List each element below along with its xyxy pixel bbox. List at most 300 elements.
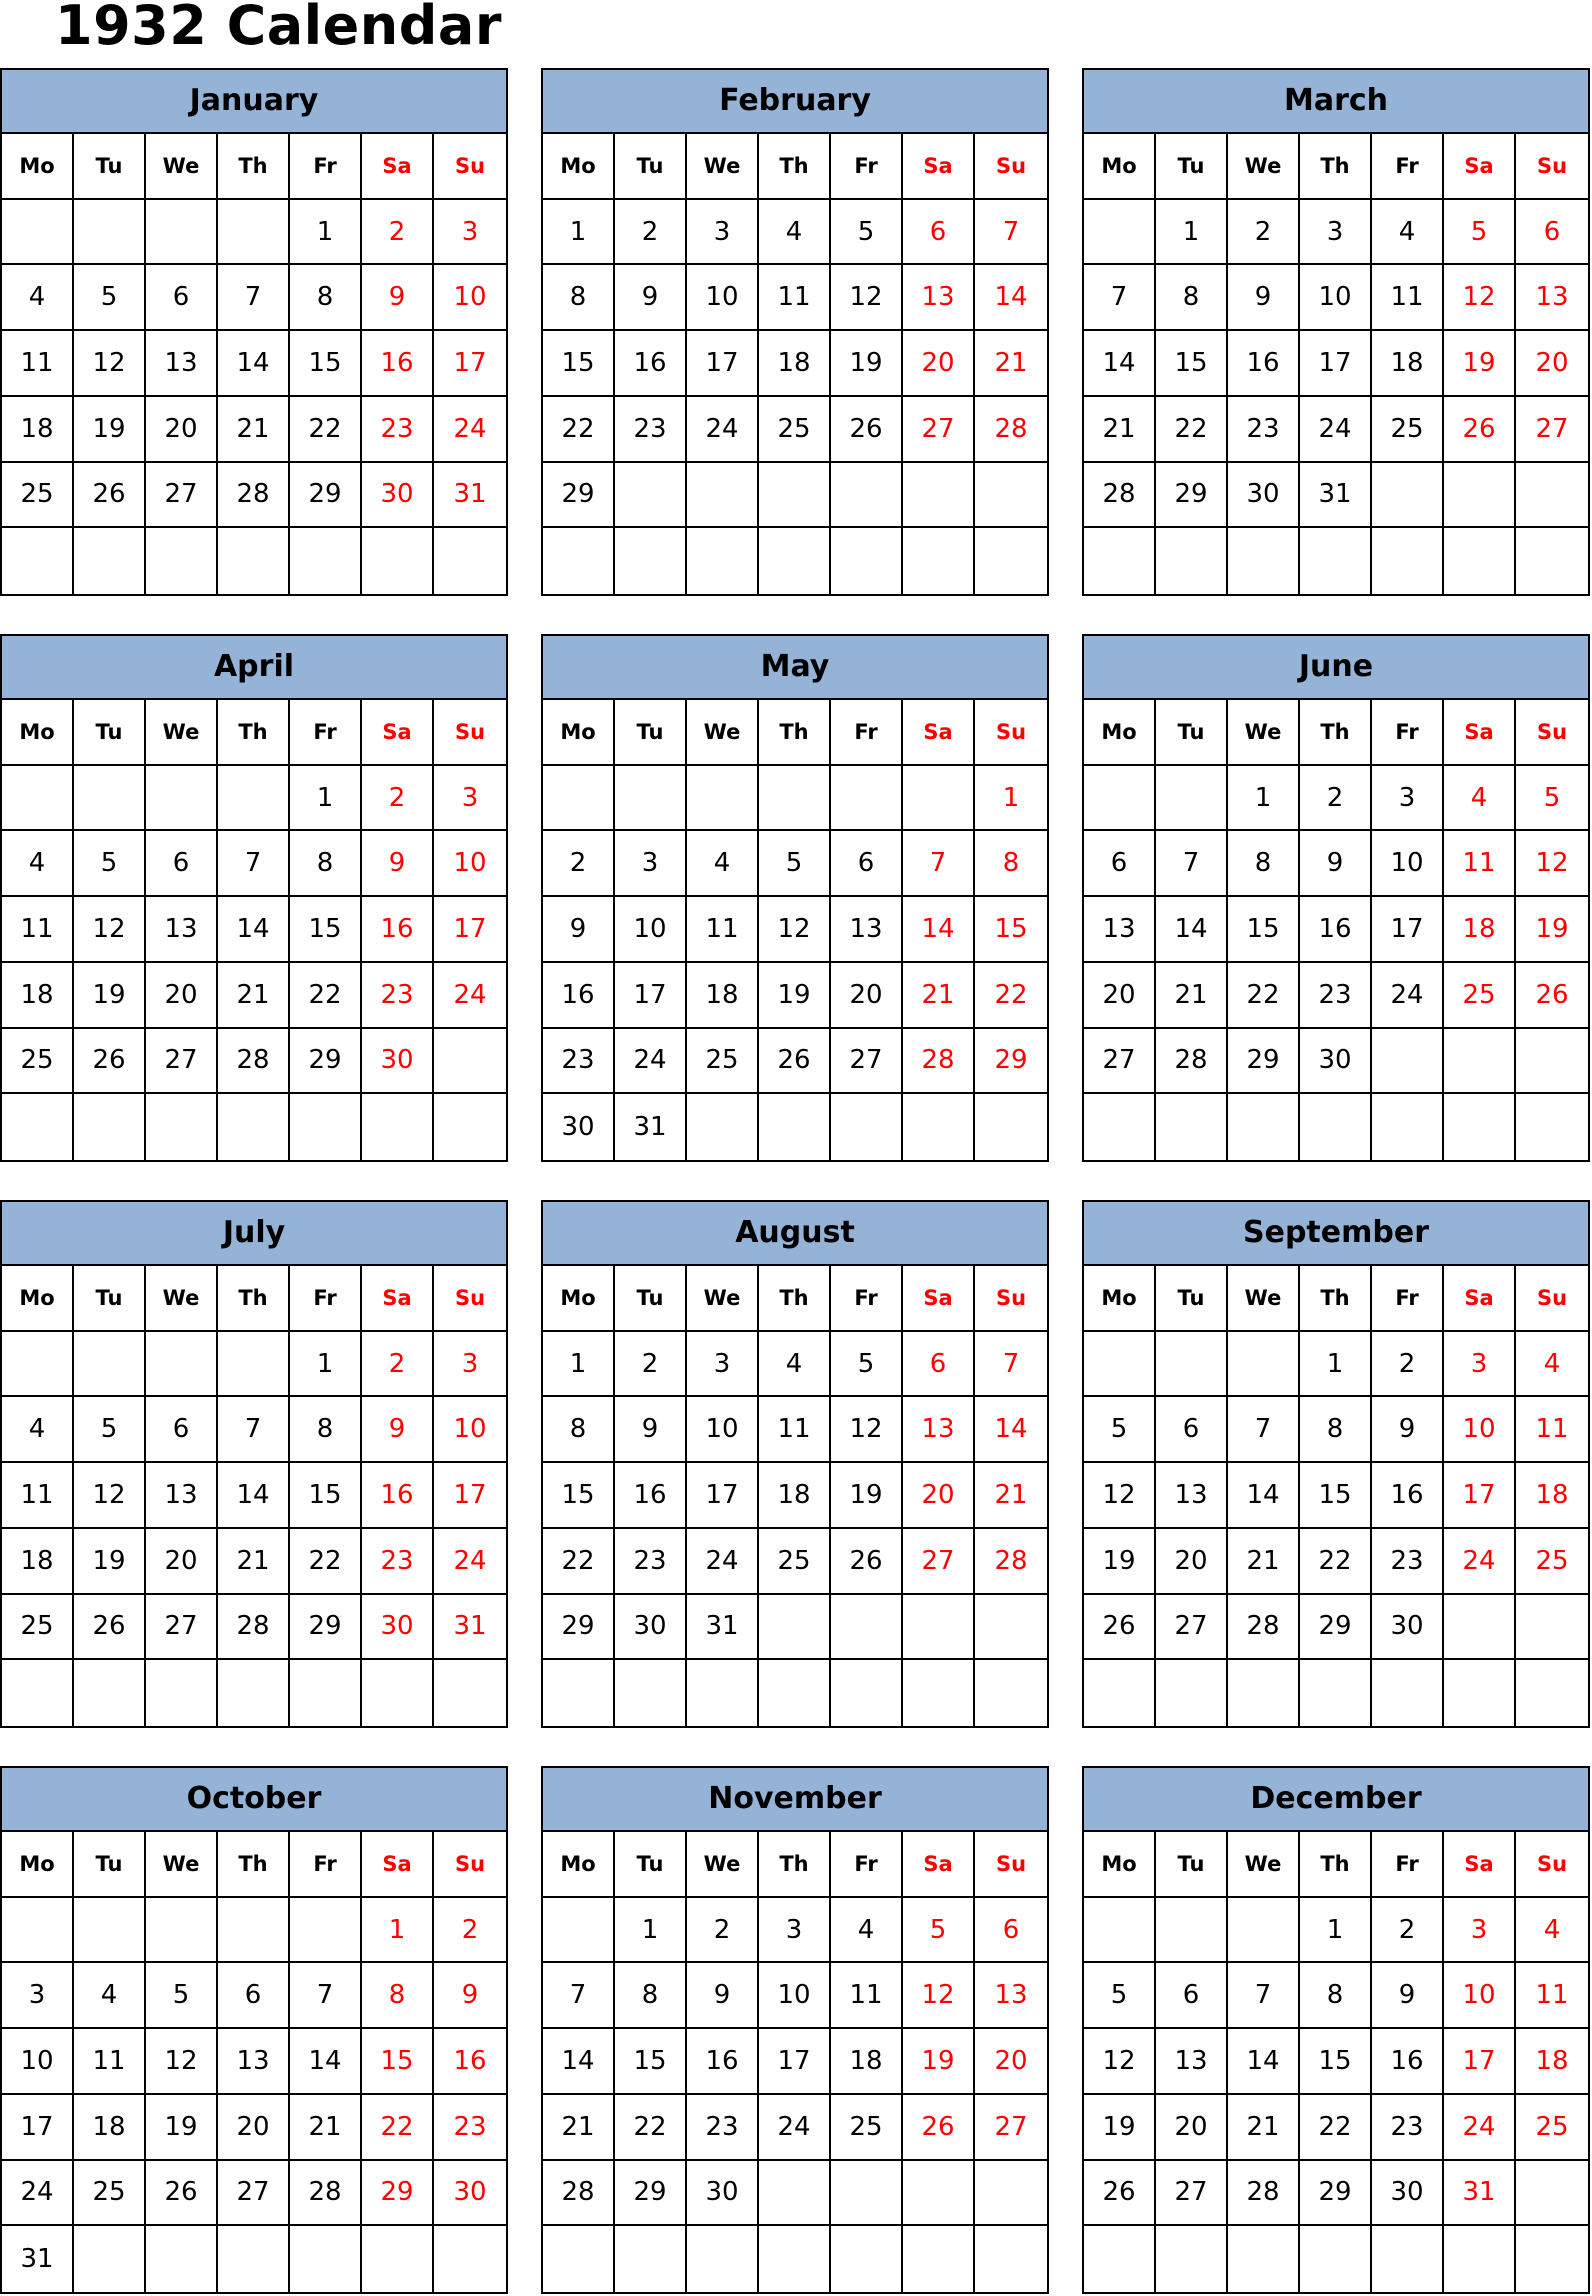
weekday-label: Fr bbox=[1372, 134, 1444, 200]
day-cell: 23 bbox=[543, 1029, 615, 1095]
day-cell: 9 bbox=[1228, 265, 1300, 331]
day-cell: 11 bbox=[759, 1397, 831, 1463]
day-cell: 28 bbox=[1228, 2161, 1300, 2227]
day-cell: 9 bbox=[615, 1397, 687, 1463]
day-cell: 6 bbox=[146, 265, 218, 331]
day-cell: 25 bbox=[831, 2095, 903, 2161]
day-cell: 27 bbox=[903, 397, 975, 463]
day-cell: 26 bbox=[903, 2095, 975, 2161]
day-cell: 14 bbox=[975, 1397, 1047, 1463]
weekday-label: Su bbox=[434, 700, 506, 766]
day-cell: 26 bbox=[1084, 2161, 1156, 2227]
day-cell: 2 bbox=[687, 1898, 759, 1964]
empty-cell bbox=[687, 766, 759, 832]
day-cell: 12 bbox=[146, 2029, 218, 2095]
empty-cell bbox=[1156, 1898, 1228, 1964]
day-cell: 2 bbox=[362, 766, 434, 832]
day-cell: 11 bbox=[1372, 265, 1444, 331]
weekday-label: We bbox=[687, 1832, 759, 1898]
empty-cell bbox=[1084, 200, 1156, 266]
month-name: June bbox=[1084, 636, 1588, 700]
weekday-label: Sa bbox=[903, 1832, 975, 1898]
day-cell: 7 bbox=[218, 265, 290, 331]
day-cell: 6 bbox=[1156, 1397, 1228, 1463]
day-cell: 3 bbox=[759, 1898, 831, 1964]
month-august bbox=[541, 1200, 1049, 1728]
day-cell: 29 bbox=[362, 2161, 434, 2227]
empty-cell bbox=[1300, 1094, 1372, 1160]
day-cell: 20 bbox=[146, 963, 218, 1029]
empty-cell bbox=[975, 2161, 1047, 2227]
day-cell: 13 bbox=[1084, 897, 1156, 963]
day-cell: 22 bbox=[543, 397, 615, 463]
day-cell: 22 bbox=[1228, 963, 1300, 1029]
month-grid bbox=[543, 1832, 1047, 2292]
weekday-label: We bbox=[687, 1266, 759, 1332]
weekday-label: Sa bbox=[362, 1832, 434, 1898]
empty-cell bbox=[903, 463, 975, 529]
day-cell: 15 bbox=[1300, 1463, 1372, 1529]
day-cell: 9 bbox=[615, 265, 687, 331]
day-cell: 19 bbox=[831, 331, 903, 397]
day-cell: 22 bbox=[615, 2095, 687, 2161]
day-cell: 20 bbox=[903, 331, 975, 397]
empty-cell bbox=[1228, 1094, 1300, 1160]
day-cell: 4 bbox=[1516, 1898, 1588, 1964]
day-cell: 30 bbox=[1228, 463, 1300, 529]
day-cell: 5 bbox=[74, 1397, 146, 1463]
empty-cell bbox=[831, 766, 903, 832]
day-cell: 10 bbox=[2, 2029, 74, 2095]
weekday-label: We bbox=[146, 1266, 218, 1332]
empty-cell bbox=[146, 528, 218, 594]
empty-cell bbox=[831, 528, 903, 594]
day-cell: 8 bbox=[615, 1963, 687, 2029]
day-cell: 17 bbox=[1444, 2029, 1516, 2095]
day-cell: 2 bbox=[615, 1332, 687, 1398]
day-cell: 4 bbox=[74, 1963, 146, 2029]
month-name: February bbox=[543, 70, 1047, 134]
weekday-label: Tu bbox=[74, 700, 146, 766]
empty-cell bbox=[2, 1660, 74, 1726]
day-cell: 28 bbox=[218, 1029, 290, 1095]
day-cell: 23 bbox=[1228, 397, 1300, 463]
day-cell: 21 bbox=[1228, 1529, 1300, 1595]
empty-cell bbox=[1084, 766, 1156, 832]
day-cell: 15 bbox=[1156, 331, 1228, 397]
month-may bbox=[541, 634, 1049, 1162]
empty-cell bbox=[290, 2226, 362, 2292]
day-cell: 20 bbox=[975, 2029, 1047, 2095]
day-cell: 9 bbox=[434, 1963, 506, 2029]
day-cell: 1 bbox=[1300, 1332, 1372, 1398]
day-cell: 7 bbox=[1228, 1963, 1300, 2029]
empty-cell bbox=[687, 2226, 759, 2292]
empty-cell bbox=[1228, 2226, 1300, 2292]
day-cell: 18 bbox=[687, 963, 759, 1029]
month-april bbox=[0, 634, 508, 1162]
weekday-label: Mo bbox=[1084, 1266, 1156, 1332]
empty-cell bbox=[146, 1660, 218, 1726]
empty-cell bbox=[615, 463, 687, 529]
day-cell: 10 bbox=[434, 831, 506, 897]
month-february bbox=[541, 68, 1049, 596]
empty-cell bbox=[831, 2226, 903, 2292]
empty-cell bbox=[903, 2161, 975, 2227]
day-cell: 4 bbox=[1372, 200, 1444, 266]
day-cell: 23 bbox=[362, 397, 434, 463]
empty-cell bbox=[903, 1660, 975, 1726]
day-cell: 13 bbox=[1156, 2029, 1228, 2095]
day-cell: 3 bbox=[2, 1963, 74, 2029]
day-cell: 8 bbox=[290, 831, 362, 897]
weekday-label: We bbox=[146, 1832, 218, 1898]
day-cell: 14 bbox=[218, 1463, 290, 1529]
day-cell: 16 bbox=[615, 331, 687, 397]
day-cell: 15 bbox=[290, 331, 362, 397]
day-cell: 9 bbox=[362, 1397, 434, 1463]
page-title: 1932 Calendar bbox=[55, 0, 502, 57]
day-cell: 31 bbox=[2, 2226, 74, 2292]
day-cell: 4 bbox=[2, 1397, 74, 1463]
empty-cell bbox=[434, 528, 506, 594]
day-cell: 11 bbox=[1516, 1963, 1588, 2029]
empty-cell bbox=[362, 1660, 434, 1726]
day-cell: 19 bbox=[759, 963, 831, 1029]
month-grid bbox=[2, 700, 506, 1160]
day-cell: 7 bbox=[903, 831, 975, 897]
day-cell: 24 bbox=[434, 963, 506, 1029]
day-cell: 13 bbox=[146, 331, 218, 397]
day-cell: 24 bbox=[1444, 2095, 1516, 2161]
weekday-label: Sa bbox=[362, 134, 434, 200]
day-cell: 4 bbox=[759, 1332, 831, 1398]
day-cell: 23 bbox=[615, 397, 687, 463]
day-cell: 30 bbox=[434, 2161, 506, 2227]
empty-cell bbox=[1516, 463, 1588, 529]
weekday-label: Mo bbox=[1084, 134, 1156, 200]
day-cell: 4 bbox=[831, 1898, 903, 1964]
day-cell: 28 bbox=[1156, 1029, 1228, 1095]
day-cell: 29 bbox=[975, 1029, 1047, 1095]
empty-cell bbox=[362, 528, 434, 594]
day-cell: 21 bbox=[1228, 2095, 1300, 2161]
empty-cell bbox=[903, 766, 975, 832]
day-cell: 2 bbox=[434, 1898, 506, 1964]
day-cell: 9 bbox=[687, 1963, 759, 2029]
empty-cell bbox=[1372, 2226, 1444, 2292]
day-cell: 2 bbox=[362, 1332, 434, 1398]
day-cell: 1 bbox=[1228, 766, 1300, 832]
empty-cell bbox=[903, 1094, 975, 1160]
day-cell: 31 bbox=[1300, 463, 1372, 529]
day-cell: 20 bbox=[831, 963, 903, 1029]
empty-cell bbox=[975, 463, 1047, 529]
day-cell: 21 bbox=[543, 2095, 615, 2161]
day-cell: 7 bbox=[218, 831, 290, 897]
day-cell: 11 bbox=[687, 897, 759, 963]
weekday-label: We bbox=[146, 134, 218, 200]
day-cell: 16 bbox=[687, 2029, 759, 2095]
day-cell: 14 bbox=[1084, 331, 1156, 397]
day-cell: 12 bbox=[1084, 2029, 1156, 2095]
weekday-label: Th bbox=[218, 1266, 290, 1332]
weekday-label: Th bbox=[759, 1266, 831, 1332]
day-cell: 15 bbox=[1228, 897, 1300, 963]
empty-cell bbox=[903, 528, 975, 594]
day-cell: 7 bbox=[975, 1332, 1047, 1398]
day-cell: 17 bbox=[687, 331, 759, 397]
day-cell: 30 bbox=[1372, 1595, 1444, 1661]
day-cell: 30 bbox=[362, 1595, 434, 1661]
day-cell: 13 bbox=[903, 265, 975, 331]
day-cell: 24 bbox=[434, 397, 506, 463]
empty-cell bbox=[759, 1660, 831, 1726]
day-cell: 28 bbox=[218, 463, 290, 529]
month-grid bbox=[1084, 1832, 1588, 2292]
weekday-label: Fr bbox=[831, 134, 903, 200]
weekday-label: Sa bbox=[362, 1266, 434, 1332]
day-cell: 28 bbox=[218, 1595, 290, 1661]
weekday-label: Mo bbox=[2, 700, 74, 766]
empty-cell bbox=[1516, 1660, 1588, 1726]
day-cell: 27 bbox=[1516, 397, 1588, 463]
day-cell: 12 bbox=[1444, 265, 1516, 331]
month-grid bbox=[1084, 700, 1588, 1160]
day-cell: 10 bbox=[1372, 831, 1444, 897]
day-cell: 21 bbox=[218, 1529, 290, 1595]
day-cell: 5 bbox=[831, 200, 903, 266]
empty-cell bbox=[74, 1660, 146, 1726]
day-cell: 24 bbox=[434, 1529, 506, 1595]
day-cell: 25 bbox=[759, 1529, 831, 1595]
day-cell: 3 bbox=[687, 200, 759, 266]
day-cell: 30 bbox=[1372, 2161, 1444, 2227]
empty-cell bbox=[1300, 2226, 1372, 2292]
day-cell: 5 bbox=[146, 1963, 218, 2029]
day-cell: 17 bbox=[1372, 897, 1444, 963]
day-cell: 25 bbox=[687, 1029, 759, 1095]
day-cell: 17 bbox=[434, 1463, 506, 1529]
day-cell: 24 bbox=[615, 1029, 687, 1095]
day-cell: 3 bbox=[1444, 1332, 1516, 1398]
day-cell: 18 bbox=[1444, 897, 1516, 963]
day-cell: 28 bbox=[290, 2161, 362, 2227]
day-cell: 5 bbox=[1084, 1963, 1156, 2029]
day-cell: 17 bbox=[759, 2029, 831, 2095]
empty-cell bbox=[831, 463, 903, 529]
day-cell: 21 bbox=[1156, 963, 1228, 1029]
weekday-label: We bbox=[146, 700, 218, 766]
day-cell: 18 bbox=[2, 1529, 74, 1595]
empty-cell bbox=[1444, 528, 1516, 594]
weekday-label: Fr bbox=[831, 700, 903, 766]
month-grid bbox=[543, 1266, 1047, 1726]
empty-cell bbox=[1228, 528, 1300, 594]
day-cell: 25 bbox=[2, 1595, 74, 1661]
empty-cell bbox=[1516, 1595, 1588, 1661]
day-cell: 6 bbox=[1516, 200, 1588, 266]
day-cell: 1 bbox=[290, 1332, 362, 1398]
empty-cell bbox=[2, 528, 74, 594]
day-cell: 5 bbox=[831, 1332, 903, 1398]
day-cell: 31 bbox=[615, 1094, 687, 1160]
day-cell: 9 bbox=[362, 831, 434, 897]
weekday-label: Tu bbox=[74, 1266, 146, 1332]
day-cell: 22 bbox=[1156, 397, 1228, 463]
day-cell: 4 bbox=[2, 831, 74, 897]
empty-cell bbox=[1444, 2226, 1516, 2292]
day-cell: 4 bbox=[687, 831, 759, 897]
empty-cell bbox=[218, 1660, 290, 1726]
weekday-label: Th bbox=[218, 700, 290, 766]
weekday-label: Tu bbox=[615, 1832, 687, 1898]
empty-cell bbox=[1444, 1029, 1516, 1095]
day-cell: 2 bbox=[1228, 200, 1300, 266]
day-cell: 18 bbox=[2, 397, 74, 463]
day-cell: 26 bbox=[1444, 397, 1516, 463]
month-grid bbox=[2, 1266, 506, 1726]
day-cell: 15 bbox=[1300, 2029, 1372, 2095]
day-cell: 21 bbox=[975, 331, 1047, 397]
empty-cell bbox=[759, 1595, 831, 1661]
day-cell: 29 bbox=[543, 463, 615, 529]
day-cell: 26 bbox=[146, 2161, 218, 2227]
empty-cell bbox=[434, 2226, 506, 2292]
day-cell: 3 bbox=[434, 200, 506, 266]
day-cell: 25 bbox=[1444, 963, 1516, 1029]
month-grid bbox=[2, 1832, 506, 2292]
day-cell: 3 bbox=[687, 1332, 759, 1398]
empty-cell bbox=[74, 1094, 146, 1160]
day-cell: 12 bbox=[831, 1397, 903, 1463]
day-cell: 8 bbox=[543, 1397, 615, 1463]
day-cell: 23 bbox=[687, 2095, 759, 2161]
day-cell: 11 bbox=[1444, 831, 1516, 897]
empty-cell bbox=[1156, 766, 1228, 832]
month-name: July bbox=[2, 1202, 506, 1266]
weekday-label: Sa bbox=[903, 134, 975, 200]
day-cell: 26 bbox=[831, 397, 903, 463]
empty-cell bbox=[759, 528, 831, 594]
day-cell: 1 bbox=[362, 1898, 434, 1964]
month-grid bbox=[1084, 134, 1588, 594]
day-cell: 13 bbox=[146, 1463, 218, 1529]
day-cell: 2 bbox=[362, 200, 434, 266]
weekday-label: Mo bbox=[1084, 1832, 1156, 1898]
weekday-label: Su bbox=[975, 1832, 1047, 1898]
day-cell: 7 bbox=[218, 1397, 290, 1463]
day-cell: 23 bbox=[615, 1529, 687, 1595]
day-cell: 13 bbox=[146, 897, 218, 963]
weekday-label: Tu bbox=[615, 134, 687, 200]
weekday-label: Mo bbox=[2, 134, 74, 200]
day-cell: 24 bbox=[687, 397, 759, 463]
empty-cell bbox=[543, 766, 615, 832]
day-cell: 30 bbox=[615, 1595, 687, 1661]
day-cell: 12 bbox=[831, 265, 903, 331]
day-cell: 14 bbox=[218, 331, 290, 397]
weekday-label: Tu bbox=[74, 134, 146, 200]
day-cell: 17 bbox=[434, 331, 506, 397]
day-cell: 11 bbox=[1516, 1397, 1588, 1463]
empty-cell bbox=[74, 1332, 146, 1398]
day-cell: 28 bbox=[975, 1529, 1047, 1595]
empty-cell bbox=[218, 1332, 290, 1398]
empty-cell bbox=[146, 766, 218, 832]
empty-cell bbox=[434, 1029, 506, 1095]
day-cell: 9 bbox=[1372, 1397, 1444, 1463]
empty-cell bbox=[1084, 1332, 1156, 1398]
empty-cell bbox=[2, 200, 74, 266]
day-cell: 20 bbox=[1516, 331, 1588, 397]
day-cell: 30 bbox=[362, 1029, 434, 1095]
day-cell: 1 bbox=[615, 1898, 687, 1964]
day-cell: 24 bbox=[2, 2161, 74, 2227]
empty-cell bbox=[1516, 528, 1588, 594]
month-july bbox=[0, 1200, 508, 1728]
day-cell: 1 bbox=[975, 766, 1047, 832]
day-cell: 2 bbox=[615, 200, 687, 266]
day-cell: 16 bbox=[362, 897, 434, 963]
day-cell: 23 bbox=[1372, 1529, 1444, 1595]
empty-cell bbox=[543, 2226, 615, 2292]
day-cell: 9 bbox=[1372, 1963, 1444, 2029]
day-cell: 16 bbox=[434, 2029, 506, 2095]
day-cell: 17 bbox=[434, 897, 506, 963]
weekday-label: Su bbox=[1516, 1832, 1588, 1898]
empty-cell bbox=[218, 2226, 290, 2292]
day-cell: 15 bbox=[362, 2029, 434, 2095]
month-october bbox=[0, 1766, 508, 2294]
empty-cell bbox=[1084, 1094, 1156, 1160]
day-cell: 18 bbox=[759, 331, 831, 397]
empty-cell bbox=[759, 463, 831, 529]
day-cell: 6 bbox=[903, 1332, 975, 1398]
day-cell: 5 bbox=[1516, 766, 1588, 832]
weekday-label: Su bbox=[1516, 700, 1588, 766]
day-cell: 6 bbox=[831, 831, 903, 897]
empty-cell bbox=[218, 200, 290, 266]
day-cell: 14 bbox=[218, 897, 290, 963]
empty-cell bbox=[687, 1660, 759, 1726]
weekday-label: We bbox=[1228, 700, 1300, 766]
weekday-label: Sa bbox=[362, 700, 434, 766]
day-cell: 16 bbox=[1372, 2029, 1444, 2095]
month-grid bbox=[543, 700, 1047, 1160]
day-cell: 29 bbox=[1300, 1595, 1372, 1661]
day-cell: 11 bbox=[2, 331, 74, 397]
day-cell: 2 bbox=[1372, 1898, 1444, 1964]
day-cell: 19 bbox=[1084, 1529, 1156, 1595]
weekday-label: Th bbox=[1300, 700, 1372, 766]
empty-cell bbox=[74, 2226, 146, 2292]
empty-cell bbox=[759, 1094, 831, 1160]
weekday-label: Th bbox=[1300, 1832, 1372, 1898]
day-cell: 12 bbox=[1516, 831, 1588, 897]
day-cell: 19 bbox=[74, 1529, 146, 1595]
day-cell: 22 bbox=[290, 963, 362, 1029]
month-grid bbox=[2, 134, 506, 594]
day-cell: 12 bbox=[74, 331, 146, 397]
day-cell: 23 bbox=[1300, 963, 1372, 1029]
day-cell: 28 bbox=[543, 2161, 615, 2227]
day-cell: 27 bbox=[146, 1029, 218, 1095]
day-cell: 19 bbox=[1516, 897, 1588, 963]
empty-cell bbox=[1156, 1660, 1228, 1726]
day-cell: 15 bbox=[543, 1463, 615, 1529]
month-june bbox=[1082, 634, 1590, 1162]
